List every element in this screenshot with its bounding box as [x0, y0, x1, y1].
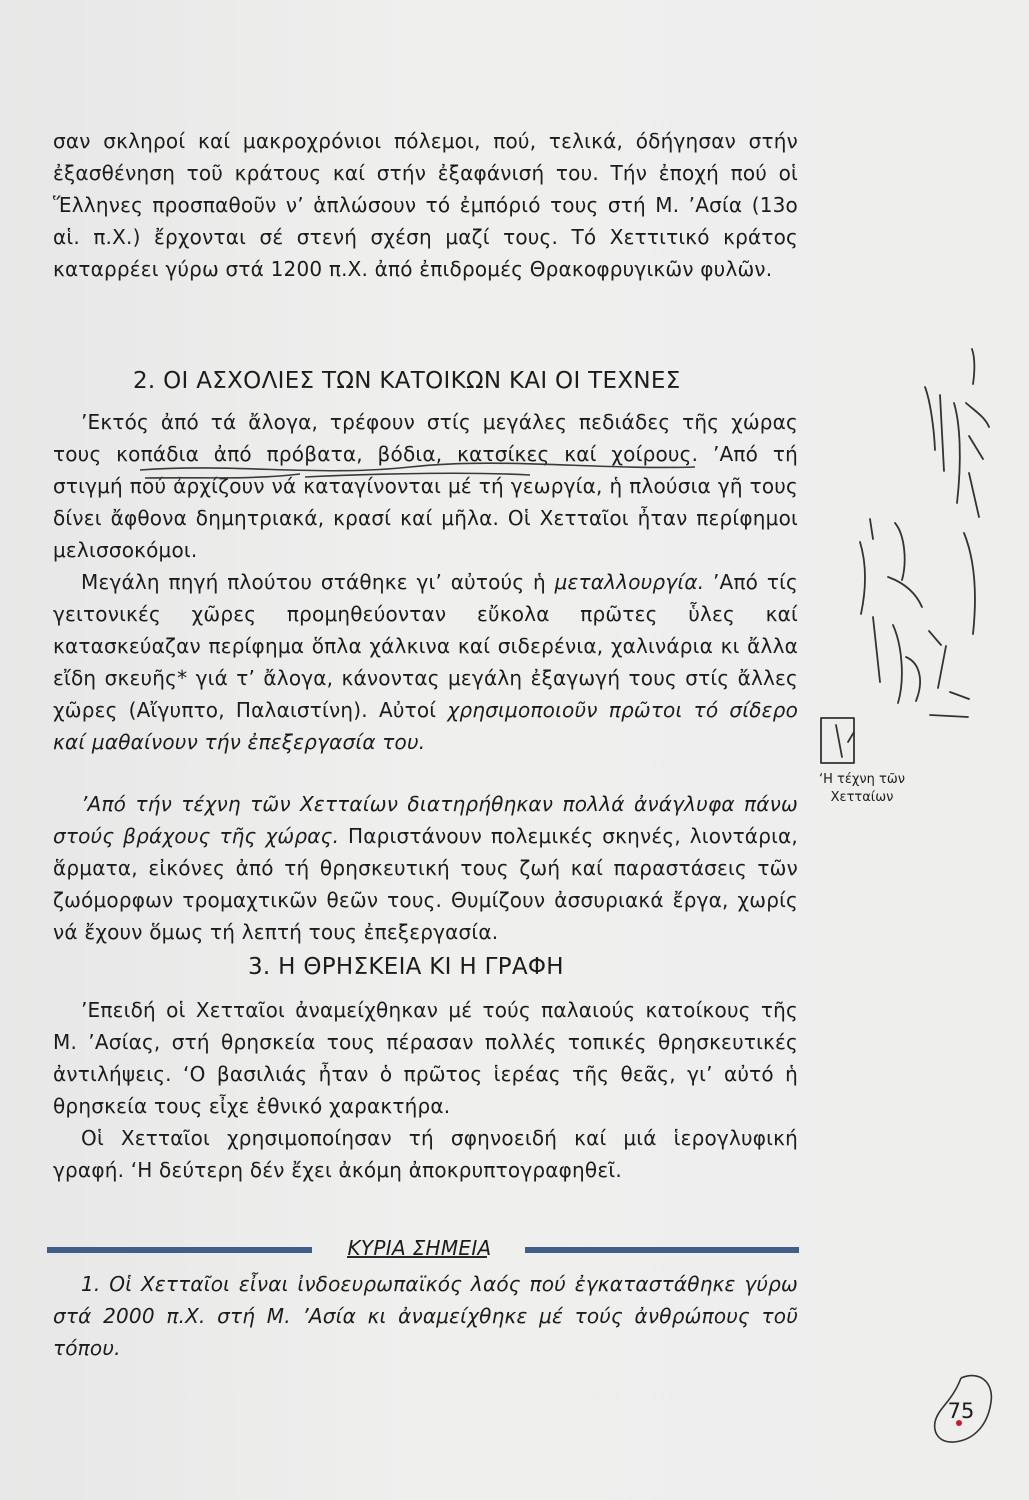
main-points-divider	[47, 1236, 799, 1263]
margin-box-scribble	[836, 725, 854, 757]
section-2-heading-text: 2. ΟΙ ΑΣΧΟΛΙΕΣ ΤΩΝ ΚΑΤΟΙΚΩΝ ΚΑΙ ΟΙ ΤΕΧΝΕΣ	[133, 368, 681, 394]
section-2-paragraph-2-italic-2: χρησιμοποιοῦν πρῶτοι τό σίδερο καί μαθαίνουν τήν ἐπεξεργασία του.	[53, 698, 798, 754]
section-3-body	[53, 994, 798, 1186]
section-2-paragraph-3-rest: Παριστάνουν πολεμικές σκηνές, λιοντάρια, ἅρματα, εἰκόνες ἀπό τή θρησκευτική τους ζωή καί παραστάσεις τῶν ζωόμορφων τρομαχτικῶν θεῶν τους. Θυμίζουν ἀσσυριακά ἔργα, χωρίς νά ἔχουν ὅμως τή λεπτή τους ἐπεξεργασία.	[53, 824, 798, 944]
section-2-paragraph-2-start: Μεγάλη πηγή πλούτου στάθηκε γι’ αὐτούς ἡ	[81, 570, 555, 594]
handwriting-stroke-6	[930, 715, 968, 717]
section-3-heading-text: 3. Η ΘΡΗΣΚΕΙΑ ΚΙ Η ΓΡΑΦΗ	[248, 954, 564, 980]
divider-right-rule	[525, 1247, 799, 1253]
page-number: 75	[947, 1399, 975, 1423]
handwritten-margin-notes	[830, 345, 1000, 800]
section-2-paragraph-2	[53, 566, 798, 758]
intro-block	[53, 125, 798, 285]
section-2-paragraph-3	[53, 788, 798, 948]
section-3-heading	[248, 952, 564, 982]
handwriting-stroke-4	[860, 542, 902, 703]
margin-note-line-2: Χετταίων	[830, 790, 894, 805]
main-points-title: ΚΥΡΙΑ ΣΗΜΕΙΑ	[317, 1235, 522, 1261]
section-2-paragraph-2-middle: ’Από τίς γειτονικές χῶρες προμηθεύονταν εὔκολα πρῶτες ὗλες καί κατασκεύαζαν περίφημα ὅπλα χάλκινα καί σιδερένια, χαλινάρια κι ἄλλα εἴδη σκευῆς* γιά τ’ ἄλογα, κάνοντας μεγάλη ἐξαγωγή τους στίς ἄλλες χῶρες (Αἴγυπτο, Παλαιστίνη). Αὐτοί	[53, 570, 798, 722]
section-2-paragraph-1: ’Εκτός ἀπό τά ἄλογα, τρέφουν στίς μεγάλες πεδιάδες τῆς χώρας τους κοπάδια ἀπό πρόβατα, βόδια, κατσίκες καί χοίρους. ’Από τή στιγμή πού ἀρχίζουν νά καταγίνονται μέ τή γεωργία, ἡ πλούσια γῆ τους δίνει ἄφθονα δημητριακά, κρασί καί μῆλα. Οἱ Χετταῖοι ἦταν περίφημοι μελισσοκόμοι.	[53, 410, 798, 562]
divider-left-rule	[47, 1247, 312, 1253]
section-3-paragraph-2: Οἱ Χετταῖοι χρησιμοποίησαν τή σφηνοειδή καί μιά ἱερογλυφική γραφή. ‘Η δεύτερη δέν ἔχει ἀκόμη ἀποκρυπτογραφηθεῖ.	[53, 1126, 798, 1182]
margin-note-line-1: ‘Η τέχνη τῶν	[818, 772, 905, 787]
section-2-paragraph-2-italic-1: μεταλλουργία.	[554, 570, 705, 594]
intro-paragraph: σαν σκληροί καί μακροχρόνιοι πόλεμοι, πού, τελικά, όδήγησαν στήν ἐξασθένηση τοῦ κράτους καί στήν ἐξαφάνισή του. Τήν ἐποχή πού οἱ Ἕλληνες προσπαθοῦν ν’ ἁπλώσουν τό ἐμπόριό τους στή Μ. ’Ασία (13ο αἱ. π.Χ.) ἔρχονται σέ στενή σχέση μαζί τους. Τό Χεττιτικό κράτος καταρρέει γύρω στά 1200 π.Χ. ἀπό ἐπιδρομές Θρακοφρυγικῶν φυλῶν.	[53, 129, 798, 281]
section-2-heading	[133, 366, 681, 396]
underline-stroke-2	[145, 473, 530, 478]
underline-stroke-1	[140, 463, 695, 471]
handwriting-stroke-1	[925, 387, 960, 503]
handwriting-stroke-2	[964, 349, 989, 634]
section-2-paragraph-3-italic: ’Από τήν τέχνη τῶν Χετταίων διατηρήθηκαν πολλά ἀνάγλυφα πάνω στούς βράχους τῆς χώρας.	[53, 792, 798, 848]
handwritten-underline	[140, 455, 700, 495]
handwriting-stroke-5	[906, 631, 969, 701]
handwriting-stroke-3	[870, 519, 922, 607]
section-3-paragraph-1: ’Επειδή οἱ Χετταῖοι ἀναμείχθηκαν μέ τούς παλαιούς κατοίκους τῆς Μ. ’Ασίας, στή θρησκεία τους πέρασαν πολλές τοπικές θρησκευτικές ἀντιλήψεις. ‘Ο βασιλιάς ἦταν ὁ πρῶτος ἱερέας τῆς θεᾶς, γι’ αὐτό ἡ θρησκεία τους εἶχε ἐθνικό χαρακτήρα.	[53, 998, 798, 1118]
main-point-item-1: 1. Οἱ Χετταῖοι εἶναι ἰνδοευρωπαϊκός λαός πού ἐγκαταστάθηκε γύρω στά 2000 π.Χ. στή Μ. ’Ασία κι ἀναμείχθηκε μέ τούς ἀνθρώπους τοῦ τόπου.	[53, 1272, 798, 1360]
main-points-list	[53, 1268, 798, 1364]
